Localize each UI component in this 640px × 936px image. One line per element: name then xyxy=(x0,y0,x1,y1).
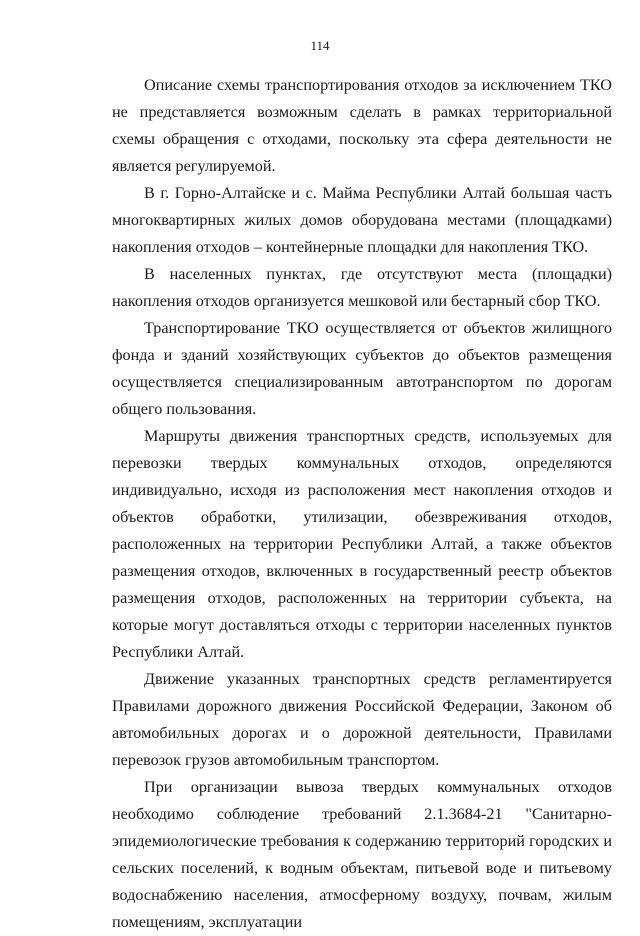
page-number: 114 xyxy=(310,38,330,53)
paragraph-5: Маршруты движения транспортных средств, используемых для перевозки твердых коммунальных отходов, определяются индивидуально, исходя из расположения мест накопления отходов и объектов обработки, утилизации, обезвреживания отходов, расположенных на территории Республики Алтай, а также объектов размещения отходов, включенных в государственный реестр объектов размещения отходов, расположенных на территории субъекта, на которые могут доставляться отходы с территории населенных пунктов Республики Алтай. xyxy=(112,427,612,661)
paragraph-3: В населенных пунктах, где отсутствуют места (площадки) накопления отходов организуется мешковой или бестарный сбор ТКО. xyxy=(112,265,612,310)
paragraph-2: В г. Горно-Алтайске и с. Майма Республики Алтай большая часть многоквартирных жилых домов оборудована местами (площадками) накопления отходов – контейнерные площадки для накопления ТКО. xyxy=(112,184,612,256)
paragraph-4: Транспортирование ТКО осуществляется от объектов жилищного фонда и зданий хозяйствующих субъектов до объектов размещения осуществляется специализированным автотранспортом по дорогам общего пользования. xyxy=(112,319,612,418)
paragraph-6: Движение указанных транспортных средств регламентируется Правилами дорожного движения Российской Федерации, Законом об автомобильных дорогах и о дорожной деятельности, Правилами перевозок грузов автомобильным транспортом. xyxy=(112,670,612,769)
paragraph-1: Описание схемы транспортирования отходов за исключением ТКО не представляется возможным сделать в рамках территориальной схемы обращения с отходами, поскольку эта сфера деятельности не является регулируемой. xyxy=(112,76,612,175)
paragraph-7: При организации вывоза твердых коммунальных отходов необходимо соблюдение требований 2.1.3684-21 "Санитарно-эпидемиологические требования к содержанию территорий городских и сельских поселений, к водным объектам, питьевой воде и питьевому водоснабжению населения, атмосферному воздуху, почвам, жилым помещениям, эксплуатации xyxy=(112,778,612,931)
page-body xyxy=(112,72,612,936)
